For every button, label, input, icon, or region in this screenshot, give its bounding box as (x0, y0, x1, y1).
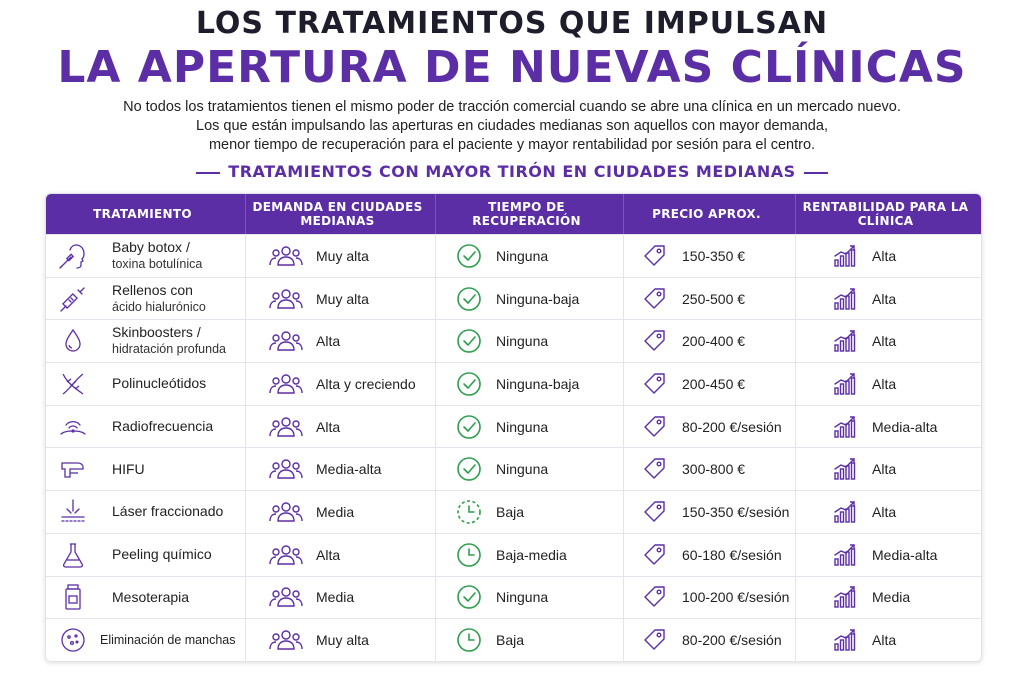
recovery-cell (436, 235, 624, 277)
treatment-subtitle: toxina botulínica (112, 256, 203, 271)
demand-value: Muy alta (316, 290, 369, 307)
droplet-icon (58, 326, 88, 356)
table-row (46, 490, 981, 533)
growth-chart-icon (832, 542, 858, 568)
intro-text (0, 98, 1024, 155)
price-value: 250-500 € (682, 290, 746, 307)
check-circle-icon (456, 584, 482, 610)
demand-value: Alta y creciendo (316, 375, 416, 392)
profitability-cell (796, 320, 981, 362)
treatment-name: Skinboosters / (112, 324, 201, 341)
demand-cell (246, 619, 436, 661)
treatment-cell (46, 278, 246, 320)
flask-icon (58, 540, 88, 570)
radio-wave-icon (58, 412, 88, 442)
price-value: 300-800 € (682, 461, 746, 478)
price-cell (624, 491, 796, 533)
price-tag-icon (642, 371, 668, 397)
people-icon (268, 584, 304, 610)
price-tag-icon (642, 542, 668, 568)
intro-line: No todos los tratamientos tienen el mismo poder de tracción comercial cuando se abre una clínica en un mercado nuevo. (123, 99, 901, 115)
profitability-value: Alta (872, 247, 897, 264)
table-subheading (0, 162, 1024, 181)
price-tag-icon (642, 499, 668, 525)
subheading-text: TRATAMIENTOS CON MAYOR TIRÓN EN CIUDADES MEDIANAS (228, 162, 796, 181)
demand-cell (246, 235, 436, 277)
title-line-2: LA APERTURA DE NUEVAS CLÍNICAS (57, 42, 967, 93)
recovery-cell (436, 363, 624, 405)
growth-chart-icon (832, 371, 858, 397)
table-row (46, 447, 981, 490)
treatment-name: Peeling químico (112, 546, 212, 563)
treatment-name: Rellenos con (112, 281, 193, 298)
people-icon (268, 414, 304, 440)
growth-chart-icon (832, 499, 858, 525)
recovery-cell (436, 534, 624, 576)
treatment-cell (46, 491, 246, 533)
price-value: 200-400 € (682, 333, 746, 350)
treatment-name: Radiofrecuencia (112, 418, 214, 435)
column-header-price: PRECIO APROX. (624, 194, 796, 234)
table-row (46, 533, 981, 576)
growth-chart-icon (832, 627, 858, 653)
price-cell (624, 235, 796, 277)
recovery-value: Baja (496, 632, 525, 649)
growth-chart-icon (832, 328, 858, 354)
treatment-cell (46, 577, 246, 619)
treatment-name: Eliminación de manchas (100, 632, 236, 647)
syringe-icon (58, 284, 88, 314)
vial-icon (58, 582, 88, 612)
check-circle-icon (456, 456, 482, 482)
recovery-value: Baja (496, 503, 525, 520)
price-value: 80-200 €/sesión (682, 632, 782, 649)
price-value: 60-180 €/sesión (682, 546, 782, 563)
check-circle-icon (456, 286, 482, 312)
price-value: 100-200 €/sesión (682, 589, 790, 606)
hifu-device-icon (58, 454, 88, 484)
people-icon (268, 499, 304, 525)
check-circle-icon (456, 243, 482, 269)
laser-icon (58, 497, 88, 527)
profitability-value: Media-alta (872, 546, 938, 563)
price-cell (624, 577, 796, 619)
profitability-value: Alta (872, 290, 897, 307)
table-row (46, 319, 981, 362)
treatment-cell (46, 320, 246, 362)
column-header-treatment: TRATAMIENTO (46, 194, 246, 234)
check-circle-icon (456, 414, 482, 440)
demand-cell (246, 577, 436, 619)
clock-icon (456, 542, 482, 568)
demand-value: Media (316, 589, 355, 606)
treatment-cell (46, 406, 246, 448)
recovery-cell (436, 491, 624, 533)
treatment-subtitle: ácido hialurónico (112, 299, 206, 314)
people-icon (268, 243, 304, 269)
recovery-cell (436, 619, 624, 661)
profitability-cell (796, 577, 981, 619)
face-syringe-icon (58, 241, 88, 271)
recovery-value: Ninguna (496, 333, 549, 350)
profitability-cell (796, 534, 981, 576)
recovery-value: Ninguna-baja (496, 290, 580, 307)
table-row (46, 362, 981, 405)
treatment-subtitle: hidratación profunda (112, 342, 226, 357)
price-value: 80-200 €/sesión (682, 418, 782, 435)
profitability-cell (796, 235, 981, 277)
table-row (46, 405, 981, 448)
profitability-value: Media-alta (872, 418, 938, 435)
people-icon (268, 456, 304, 482)
check-circle-icon (456, 371, 482, 397)
profitability-cell (796, 448, 981, 490)
treatment-name: HIFU (112, 460, 145, 477)
demand-value: Alta (316, 333, 341, 350)
price-tag-icon (642, 456, 668, 482)
recovery-value: Ninguna (496, 461, 549, 478)
treatment-name: Mesoterapia (112, 588, 190, 605)
spots-icon (58, 625, 88, 655)
price-tag-icon (642, 286, 668, 312)
recovery-value: Ninguna (496, 247, 549, 264)
price-tag-icon (642, 328, 668, 354)
demand-cell (246, 406, 436, 448)
table-body (46, 234, 981, 661)
table-row (46, 234, 981, 277)
recovery-value: Ninguna-baja (496, 375, 580, 392)
price-cell (624, 534, 796, 576)
profitability-value: Alta (872, 503, 897, 520)
demand-cell (246, 278, 436, 320)
treatment-cell (46, 619, 246, 661)
people-icon (268, 371, 304, 397)
column-header-profitability: RENTABILIDAD PARA LA CLÍNICA (802, 200, 969, 228)
price-cell (624, 406, 796, 448)
treatment-cell (46, 448, 246, 490)
recovery-cell (436, 448, 624, 490)
treatment-name: Baby botox / (112, 238, 190, 255)
price-tag-icon (642, 627, 668, 653)
table-row (46, 277, 981, 320)
demand-cell (246, 491, 436, 533)
growth-chart-icon (832, 243, 858, 269)
profitability-value: Alta (872, 632, 897, 649)
price-value: 150-350 € (682, 247, 746, 264)
profitability-cell (796, 278, 981, 320)
profitability-cell (796, 619, 981, 661)
price-tag-icon (642, 243, 668, 269)
recovery-cell (436, 320, 624, 362)
dashed-clock-icon (456, 499, 482, 525)
check-circle-icon (456, 328, 482, 354)
profitability-value: Alta (872, 333, 897, 350)
growth-chart-icon (832, 414, 858, 440)
people-icon (268, 286, 304, 312)
recovery-cell (436, 406, 624, 448)
demand-cell (246, 534, 436, 576)
recovery-value: Baja-media (496, 546, 567, 563)
profitability-value: Alta (872, 375, 897, 392)
title-line-1: LOS TRATAMIENTOS QUE IMPULSAN (195, 6, 829, 41)
growth-chart-icon (832, 584, 858, 610)
price-cell (624, 619, 796, 661)
intro-line: menor tiempo de recuperación para el paciente y mayor rentabilidad por sesión para el centro. (208, 137, 816, 153)
growth-chart-icon (832, 286, 858, 312)
price-value: 200-450 € (682, 375, 746, 392)
demand-cell (246, 363, 436, 405)
recovery-value: Ninguna (496, 418, 549, 435)
people-icon (268, 328, 304, 354)
demand-value: Media-alta (316, 461, 382, 478)
treatment-name: Polinucleótidos (112, 375, 207, 392)
demand-value: Alta (316, 546, 341, 563)
column-header-recovery: TIEMPO DE RECUPERACIÓN (436, 194, 624, 234)
profitability-cell (796, 491, 981, 533)
recovery-cell (436, 577, 624, 619)
price-cell (624, 363, 796, 405)
table-row (46, 618, 981, 661)
table-row (46, 576, 981, 619)
profitability-value: Media (872, 589, 911, 606)
dna-icon (58, 369, 88, 399)
column-header-demand: DEMANDA EN CIUDADES MEDIANAS (246, 194, 436, 234)
people-icon (268, 627, 304, 653)
price-cell (624, 448, 796, 490)
price-cell (624, 278, 796, 320)
table-header-row (46, 194, 981, 234)
treatment-cell (46, 235, 246, 277)
demand-value: Media (316, 503, 355, 520)
price-value: 150-350 €/sesión (682, 503, 790, 520)
recovery-value: Ninguna (496, 589, 549, 606)
price-tag-icon (642, 584, 668, 610)
demand-cell (246, 320, 436, 362)
recovery-cell (436, 278, 624, 320)
clock-icon (456, 627, 482, 653)
demand-cell (246, 448, 436, 490)
treatments-table (45, 193, 982, 662)
profitability-value: Alta (872, 461, 897, 478)
price-tag-icon (642, 414, 668, 440)
profitability-cell (796, 363, 981, 405)
demand-value: Alta (316, 418, 341, 435)
intro-line: Los que están impulsando las aperturas en ciudades medianas son aquellos con mayor demanda, (196, 118, 828, 134)
price-cell (624, 320, 796, 362)
demand-value: Muy alta (316, 247, 369, 264)
demand-value: Muy alta (316, 632, 369, 649)
profitability-cell (796, 406, 981, 448)
treatment-cell (46, 534, 246, 576)
treatment-cell (46, 363, 246, 405)
treatment-name: Láser fraccionado (112, 503, 224, 520)
people-icon (268, 542, 304, 568)
growth-chart-icon (832, 456, 858, 482)
